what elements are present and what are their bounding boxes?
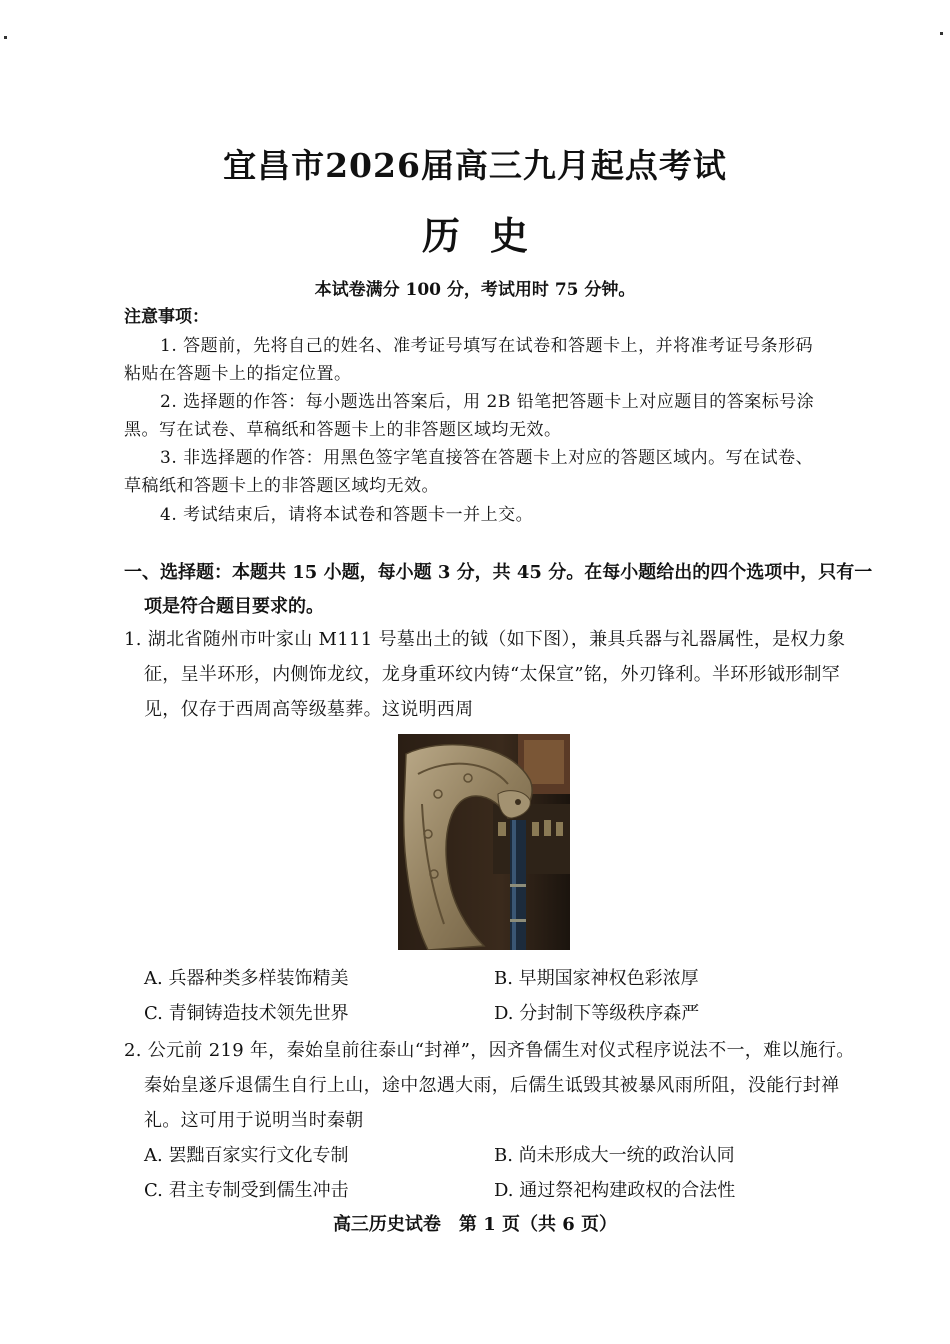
scan-mark — [940, 32, 943, 35]
section-heading-cont: 项是符合题目要求的。 — [144, 596, 324, 617]
question-2-line: 秦始皇遂斥退儒生自行上山，途中忽遇大雨，后儒生诋毁其被暴风雨所阻，没能行封禅 — [144, 1075, 840, 1096]
q1-option-c: C. 青铜铸造技术领先世界 — [144, 1003, 349, 1024]
q1-option-d: D. 分封制下等级秩序森严 — [494, 1003, 700, 1024]
page-footer: 高三历史试卷 第 1 页（共 6 页） — [332, 1214, 618, 1235]
section-heading: 一、选择题：本题共 15 小题，每小题 3 分，共 45 分。在每小题给出的四个选项中，只有一 — [124, 562, 873, 583]
q1-option-a: A. 兵器种类多样装饰精美 — [144, 968, 349, 989]
question-2-line: 2. 公元前 219 年，秦始皇前往泰山“封禅”，因齐鲁儒生对仪式程序说法不一，难以施行。 — [124, 1040, 855, 1061]
question-1-line: 见，仅存于西周高等级墓葬。这说明西周 — [144, 699, 474, 720]
notice-line: 黑。写在试卷、草稿纸和答题卡上的非答题区域均无效。 — [124, 420, 562, 440]
q2-option-a: A. 罢黜百家实行文化专制 — [144, 1145, 349, 1166]
q2-option-d: D. 通过祭祀构建政权的合法性 — [494, 1180, 736, 1201]
notice-line: 2. 选择题的作答：每小题选出答案后，用 2B 铅笔把答题卡上对应题目的答案标号涂 — [160, 392, 815, 412]
q2-option-c: C. 君主专制受到儒生冲击 — [144, 1180, 349, 1201]
notice-line: 粘贴在答题卡上的指定位置。 — [124, 364, 352, 384]
q1-option-b: B. 早期国家神权色彩浓厚 — [494, 968, 699, 989]
q2-option-b: B. 尚未形成大一统的政治认同 — [494, 1145, 735, 1166]
notice-heading: 注意事项： — [124, 307, 209, 327]
notice-line: 3. 非选择题的作答：用黑色签字笔直接答在答题卡上对应的答题区域内。写在试卷、 — [160, 448, 814, 468]
notice-line: 4. 考试结束后，请将本试卷和答题卡一并上交。 — [160, 505, 534, 525]
subject-title: 历史 — [421, 213, 558, 258]
bronze-yue-axe-photo — [398, 734, 570, 950]
notice-line: 草稿纸和答题卡上的非答题区域均无效。 — [124, 476, 439, 496]
notice-line: 1. 答题前，先将自己的姓名、准考证号填写在试卷和答题卡上，并将准考证号条形码 — [160, 336, 814, 356]
exam-meta: 本试卷满分 100 分，考试用时 75 分钟。 — [314, 280, 636, 300]
exam-title: 宜昌市2026届高三九月起点考试 — [223, 146, 727, 185]
question-1-line: 1. 湖北省随州市叶家山 M111 号墓出土的钺（如下图），兼具兵器与礼器属性，是权力象 — [124, 629, 846, 650]
question-2-line: 礼。这可用于说明当时秦朝 — [144, 1110, 364, 1131]
scan-mark — [4, 36, 7, 39]
question-1-line: 征，呈半环形，内侧饰龙纹，龙身重环纹内铸“太保宣”铭，外刃锋利。半环形钺形制罕 — [144, 664, 841, 685]
